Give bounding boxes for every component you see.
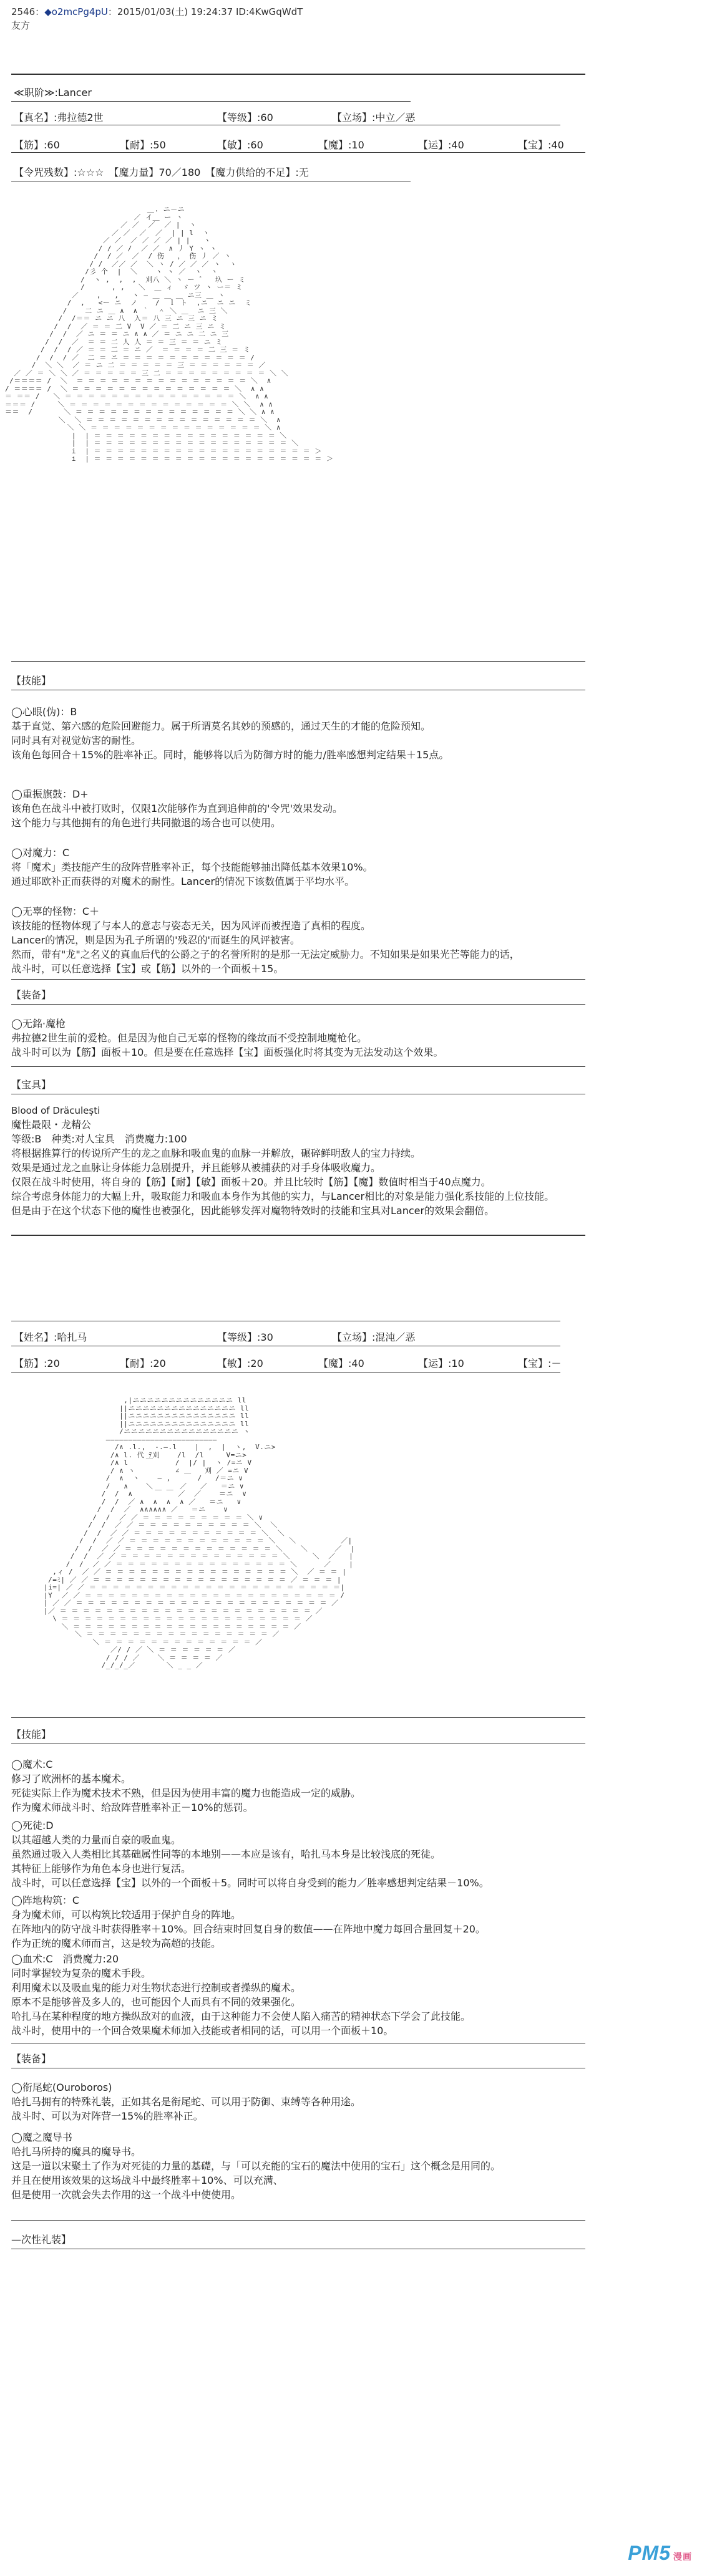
divider — [11, 1004, 585, 1005]
stat-np: 【宝】:40 — [518, 139, 564, 151]
divider — [11, 152, 585, 153]
skills-header: 【技能】 — [11, 675, 52, 687]
stat-luk: 【运】:40 — [418, 139, 464, 151]
stat-str: 【筋】:60 — [14, 139, 60, 151]
skill-item: ◯对魔力：C 将「魔术」类技能产生的敌阵营胜率补正，每个技能能够抽出降低基本效果10%。 通过耶欧补正而获得的对魔术的耐性。Lancer的情况下该数值属于平均水平。 — [11, 847, 373, 887]
s2-name: 【姓名】:哈扎马 — [14, 1331, 87, 1343]
s2-stat-str: 【筋】:20 — [14, 1358, 60, 1369]
footer-note: —次性礼装】 — [11, 2234, 72, 2246]
watermark-sub: 漫画 — [673, 2552, 692, 2562]
post-author: 友方 — [11, 20, 31, 31]
np-subtitle: Blood of Dräculești — [11, 1105, 100, 1116]
divider — [11, 2220, 585, 2221]
s2-skill-item: ◯死徒:D 以其超越人类的力量而自豪的吸血鬼。 虽然通过吸入人类相比其基础属性同等的本地别——本应是该有，哈扎马本身是比较浅底的死徒。 其特征上能够作为角色本身也进行复活。 战斗时，可以任意选择【宝】以外的一个面板＋5。同时可以将自身受到的能力／胜率感想判定结果－10%。 — [11, 1820, 489, 1889]
s2-alignment: 【立场】:混沌／恶 — [332, 1331, 416, 1343]
s2-skills-header: 【技能】 — [11, 1729, 52, 1740]
divider — [11, 101, 411, 102]
post-trip: ◆o2mcPg4pU — [44, 6, 108, 17]
ascii-art-lancer: ＿. ニ－ニ ／ イ＿ ー ヽ ／ ／ ／ ／ | ヽ ／ ／ ／ ／ | | l ヽ ／ ／ ／ ／ ／ ／ | | ヽ / / ／ / ／ ／ ∧ 丿 Y ヽ ヽ / / ／ ／ / 伤 ， 伤 丿 ／ ヽ / / ／／ ／ ＼ ヽ / ／ ／ ／ ヽ ヽ /彡 个 | ＼ ヽ ヽ ／ ヽ ヽ / ヽ , , , 刈八 ＼ ヽ ー ゛ 圦 ー ミ / , , ＼ ＿ ィ ゞ ツ ヽ ー＝ ミ ／ , , ヽ ― ＿ ＿ ＿ ニ三 ＿ ヽ / , <ー ニ ノ / ｌ ト ,ニ ニ ニ ミ / 二 ニ ＿ ∧ ∧ ｀ ＾ ＼ ＿ ニ 三 ＼ / /＝＝ ニ ニ 八 入＝ 八 三 ニ 三 ニ ミ / / ／ ＝ ＝ 二 V V ／ ＝ 二 ニ 三 ニ ミ / / ／ ニ ＝ ＝ ニ ∧ ∧ ／ ＝ ニ ニ 二 ニ 三 / / ／ ＝ ＝ 二 人 人 ＝ ＝ 三 ＝ ＝ ニ ミ / / / ／ ＝ ＝ 二 ＝ ニ ／ ＝ ＝ ＝ ＝ 二 三 ＝ ミ / / / ／ 二 ＝ ニ ＝ ＝ ＝ ＝ ＝ ＝ ＝ ＝ ＝ ＝ ＝ / / ＼ ＼ ／ ＝ ニ 二 ＝ ＝ ＝ ＝ ＝ 三 ＝ ＝ ＝ ＝ ＝ ＝ ／ ／ ／ ＝ ＼ ＼ ／ ＝ ＝ ＝ ＝ ＝ 三 二 ＝ ＝ ＝ ＝ ＝ ＝ ＝ ＝ ＝ ＼ ＼ /＝＝＝＝ / ＼ ＝ ＝ ＝ ＝ ＝ ＝ ＝ ＝ ＝ ＝ ＝ ＝ ＝ ＝ ＝ ＼ ∧ / ＝＝＝＝ / ＼ ＝ ＝ ＝ ＝ ＝ ＝ ＝ ＝ ＝ ＝ ＝ ＝ ＝ ＝ ＼ ∧ ∧ ＝ ＝＝ / ＼ ＝ ＝ ＝ ＝ ＝ ＝ ＝ ＝ ＝ ＝ ＝ ＝ ＝ ＝ ＝ ＼ ∧ ∧ ＝＝＝ / ＼ ＝ ＝ ＝ ＝ ＝ ＝ ＝ ＝ ＝ ＝ ＝ ＝ ＝ ＝ ＼ ＼ ∧ ∧ ＝＝ / ＼ ＝ ＝ ＝ ＝ ＝ ＝ ＝ ＝ ＝ ＝ ＝ ＝ ＝ ＝ ＼ ＼ ∧ ∧ ＼ ＼ ＝ ＝ ＝ ＝ ＝ ＝ ＝ ＝ ＝ ＝ ＝ ＝ ＝ ＝ ＝ ＼ ∧ ＼ ＼ ＝ ＝ ＝ ＝ ＝ ＝ ＝ ＝ ＝ ＝ ＝ ＝ ＝ ＝ ＝ ＼ ∧ | | ＝ ＝ ＝ ＝ ＝ ＝ ＝ ＝ ＝ ＝ ＝ ＝ ＝ ＝ ＝ ＝ ＼ | | ＝ ＝ ＝ ＝ ＝ ＝ ＝ ＝ ＝ ＝ ＝ ＝ ＝ ＝ ＝ ＝ ＝ ＼ i | ＝ ＝ ＝ ＝ ＝ ＝ ＝ ＝ ＝ ＝ ＝ ＝ ＝ ＝ ＝ ＝ ＝ ＝ ＝ ＞ i | ＝ ＝ ＝ ＝ ＝ ＝ ＝ ＝ ＝ ＝ ＝ ＝ ＝ ＝ ＝ ＝ ＝ ＝ ＝ ＝ ＞ — [5, 205, 334, 463]
skill-item: ◯无辜的怪物：C＋ 该技能的怪物体现了与本人的意志与姿态无关，因为风评而被捏造了真相的程度。 Lancer的情况，则是因为孔子所谓的'残忍的'而诞生的风评被害。 然而，带有"龙"之名义的真血后代的公爵之子的名誉所附的是那一无法定威胁力。不知如果是如果光芒等能力的话， 战斗时，可以任意选择【宝】或【筋】以外的一个面板＋15。 — [11, 905, 520, 975]
np-body: 魔性最限・龙精公 等级:B 种类:对人宝具 消费魔力:100 将根据推算行的传说所产生的龙之血脉和吸血鬼的血脉一并解放，碾碎鲜明敌人的宝力持续。 效果是通过龙之血脉让身体能力急剧提升，并且能够从被捕获的对手身体吸收魔力。 仅限在战斗时使用，将自身的【筋】【耐】【敏】面板＋20。并且比较时【筋】【魔】数值时相当于40点魔力。 综合考虑身体能力的大幅上升，吸取能力和吸血本身作为其他的实力，与Lancer相比的对象是能力强化系技能的上位技能。 但是由于在这个状态下他的魔性也被强化，因此能够发挥对魔物特效时的技能和宝具对Lancer的效果会翻倍。 — [11, 1119, 555, 1217]
s2-stat-agi: 【敏】:20 — [217, 1358, 263, 1369]
stat-mag: 【魔】:10 — [318, 139, 364, 151]
divider — [11, 74, 585, 75]
status-line: 【令咒残数】:☆☆☆ 【魔力量】70／180 【魔力供给的不足】:无 — [14, 166, 309, 178]
watermark-text: PM5 — [628, 2542, 671, 2564]
divider — [11, 1717, 585, 1718]
stat-agi: 【敏】:60 — [217, 139, 263, 151]
s2-equip-item: ◯衔尾蛇(Ouroboros) 哈扎马拥有的特殊礼装，正如其名是衔尾蛇、可以用于防御、束缚等各种用途。 战斗时、可以为对阵营一15%的胜率补正。 — [11, 2082, 361, 2122]
stat-end: 【耐】:50 — [120, 139, 166, 151]
skill-item: ◯重振旗鼓：D+ 该角色在战斗中被打败时，仅限1次能够作为直到追伸前的'令咒'效果发动。 这个能力与其他拥有的角色进行共同撤退的场合也可以使用。 — [11, 788, 343, 829]
post-meta: ：2015/01/03(土) 19:24:37 ID:4KwGqWdT — [107, 6, 303, 17]
ascii-art-hazama: ,|ニニニニニニニニニニニニニニ ll ||ニニニニニニニニニニニニニニニ ll ||ニニニニニニニニニニニニニニニ ll ||ニニニニニニニニニニニニニニニ ll /ニニニニニニニニニニニニニニニニ ヽ ――――――――――――――――――――――――― /∧ .l., -.―.l | , | ヽ, V.ニ> /∧ l. 代 ﾃ刈 /l /l V=ニ> /∧ l ￣ / |/ | ヽ /=ニ V / ∧ ヽ ∠ ＿ 刈 ／ =ニ V / ∧ ヽ ― , / /＝ニ ∨ / ∧ ＼ ／ ／ ＝ニ ∨ / / ∧ ￣ ￣ ／ ／ ＝ニ ∨ / / ／ ∧ ∧ ∧ ∧ ／ ＝ニ ∨ / / ／ ∧∧∧∧∧∧ ／ ＝ニ ∨ / / ／ ／ ＝ ＝ ＝ ＝ ＝ ＝ ＝ ＝ ＝ ＼ ∨ / / ／ ／ ＝ ＝ ＝ ＝ ＝ ＝ ＝ ＝ ＝ ＝ ＼ ＼ / / ／ ／ ＝ ＝ ＝ ＝ ＝ ＝ ＝ ＝ ＝ ＝ ＝ ＼ ＼ / / ／ ／ ＝ ＝ ＝ ＝ ＝ ＝ ＝ ＝ ＝ ＝ ＝ ＝ ＼ ＼ ／| / / ／ ／ ＝ ＝ ＝ ＝ ＝ ＝ ＝ ＝ ＝ ＝ ＝ ＝ ＝ ＼ ＼ ／ | / / ／ ／ ＝ ＝ ＝ ＝ ＝ ＝ ＝ ＝ ＝ ＝ ＝ ＝ ＝ ＝ ＼ ＼ ／ | / / ／ ／ ＝ ＝ ＝ ＝ ＝ ＝ ＝ ＝ ＝ ＝ ＝ ＝ ＝ ＝ ＝ ＼ ／ | ,ィ / ／ ／ ＝ ＝ ＝ ＝ ＝ ＝ ＝ ＝ ＝ ＝ ＝ ＝ ＝ ＝ ＝ ＝ ＼ ／ ＝ ＝ | /=ﾐ| ／ ／ ＝ ＝ ＝ ＝ ＝ ＝ ＝ ＝ ＝ ＝ ＝ ＝ ＝ ＝ ＝ ＝ ＝ ／ ＝ ＝ ＝ | |i=| ／ ／ ＝ ＝ ＝ ＝ ＝ ＝ ＝ ＝ ＝ ＝ ＝ ＝ ＝ ＝ ＝ ＝ ＝ ＝ ＝ ＝ ＝ ＝| |Y ／ ／ ＝ ＝ ＝ ＝ ＝ ＝ ＝ ＝ ＝ ＝ ＝ ＝ ＝ ＝ ＝ ＝ ＝ ＝ ＝ ＝ ＝ ＝ / | ／ ／ ＝ ＝ ＝ ＝ ＝ ＝ ＝ ＝ ＝ ＝ ＝ ＝ ＝ ＝ ＝ ＝ ＝ ＝ ＝ ＝ ＝ ＝ ／ |／ ＝ ＝ ＝ ＝ ＝ ＝ ＝ ＝ ＝ ＝ ＝ ＝ ＝ ＝ ＝ ＝ ＝ ＝ ＝ ＝ ＝ ＝ ／ \ ＝ ＝ ＝ ＝ ＝ ＝ ＝ ＝ ＝ ＝ ＝ ＝ ＝ ＝ ＝ ＝ ＝ ＝ ＝ ＝ ＝ ／ ＼ ＝ ＝ ＝ ＝ ＝ ＝ ＝ ＝ ＝ ＝ ＝ ＝ ＝ ＝ ＝ ＝ ＝ ＝ ＝ ／ ＼ ＝ ＝ ＝ ＝ ＝ ＝ ＝ ＝ ＝ ＝ ＝ ＝ ＝ ＝ ＝ ＝ ／ ＼ ＝ ＝ ＝ ＝ ＝ ＝ ＝ ＝ ＝ ＝ ＝ ＝ ＝ ／ ／/ / ／ ＼ ＝ ＝ ＝ ＝ ＝ ＝ ／ / / / ／ ＼ ＝ ＝ ＝ ＝ ／ /_/_/_／ ＼ _ _ ／ — [44, 1396, 356, 1669]
s2-skill-item: ◯阵地构筑：C 身为魔术师，可以构筑比较适用于保护自身的阵地。 在阵地内的防守战斗时获得胜率＋10%。回合结束时回复自身的数值——在阵地中魔力每回合量回复＋20。 作为正统的魔术师而言，这是较为高超的技能。 — [11, 1894, 485, 1949]
post-header — [11, 5, 303, 32]
s2-equip-item: ◯魔之魔导书 哈扎马所持的魔具的魔导书。 这是一道以宋聚土了作为对死徒的力量的基礎，与「可以充能的宝石的魔法中使用的宝石」这个概念是用同的。 并且在使用该效果的这场战斗中最终胜率＋10%、可以充满、 但是使用一次就会失去作用的这一个战斗中使使用。 — [11, 2131, 501, 2201]
skill-item: ◯心眼(伪)：B 基于直觉、第六感的危险回避能力。属于所谓莫名其妙的预感的，通过天生的才能的危险预知。 同时具有对视觉妨害的耐性。 该角色每回合＋15%的胜率补正。同时，能够将以后为防御方时的能力/胜率感想判定结果＋15点。 — [11, 706, 449, 761]
divider — [11, 1235, 585, 1236]
divider — [11, 661, 585, 662]
site-watermark-logo — [628, 2542, 692, 2565]
s2-stat-mag: 【魔】:40 — [318, 1358, 364, 1369]
s2-skill-item: ◯魔术:C 修习了欧洲杯的基本魔术。 死徒实际上作为魔术技术不熟，但是因为使用丰富的魔力也能造成一定的威胁。 作为魔术师战斗时、给敌阵营胜率补正－10%的惩罚。 — [11, 1758, 361, 1813]
s2-stat-np: 【宝】:－ — [518, 1358, 562, 1369]
divider — [11, 979, 585, 980]
true-name: 【真名】:弗拉德2世 — [14, 112, 104, 123]
s2-level: 【等级】:30 — [217, 1331, 273, 1343]
divider — [11, 1066, 585, 1067]
equip-item: ◯无銘·魔枪 弗拉德2世生前的爱枪。但是因为他自己无辜的怪物的缘故而不受控制地魔枪化。 战斗时可以为【筋】面板＋10。但是要在任意选择【宝】面板强化时将其变为无法发动这个效果。 — [11, 1018, 444, 1058]
s2-skill-item: ◯血术:C 消费魔力:20 同时掌握较为复杂的魔术手段。 利用魔术以及吸血鬼的能力对生物状态进行控制或者操纵的魔术。 原本不是能够普及多人的，也可能因个人而具有不同的效果强化。 哈扎马在某种程度的地方操纵敌对的血液，由于这种能力不会使人陷入痛苦的精神状态下学会了此技能。 战斗时，使用中的一个回合效果魔术师加入技能或者相同的话，可以用一个面板＋10。 — [11, 1953, 471, 2037]
alignment: 【立场】:中立／恶 — [332, 112, 416, 123]
s2-equip-header: 【装备】 — [11, 2053, 52, 2065]
np-header: 【宝具】 — [11, 1079, 52, 1091]
s2-stat-luk: 【运】:10 — [418, 1358, 464, 1369]
post-number: 2546： — [11, 6, 45, 17]
equip-header: 【装备】 — [11, 989, 52, 1001]
class-line: ≪职阶≫:Lancer — [14, 87, 92, 99]
s2-stat-end: 【耐】:20 — [120, 1358, 166, 1369]
level: 【等级】:60 — [217, 112, 273, 123]
